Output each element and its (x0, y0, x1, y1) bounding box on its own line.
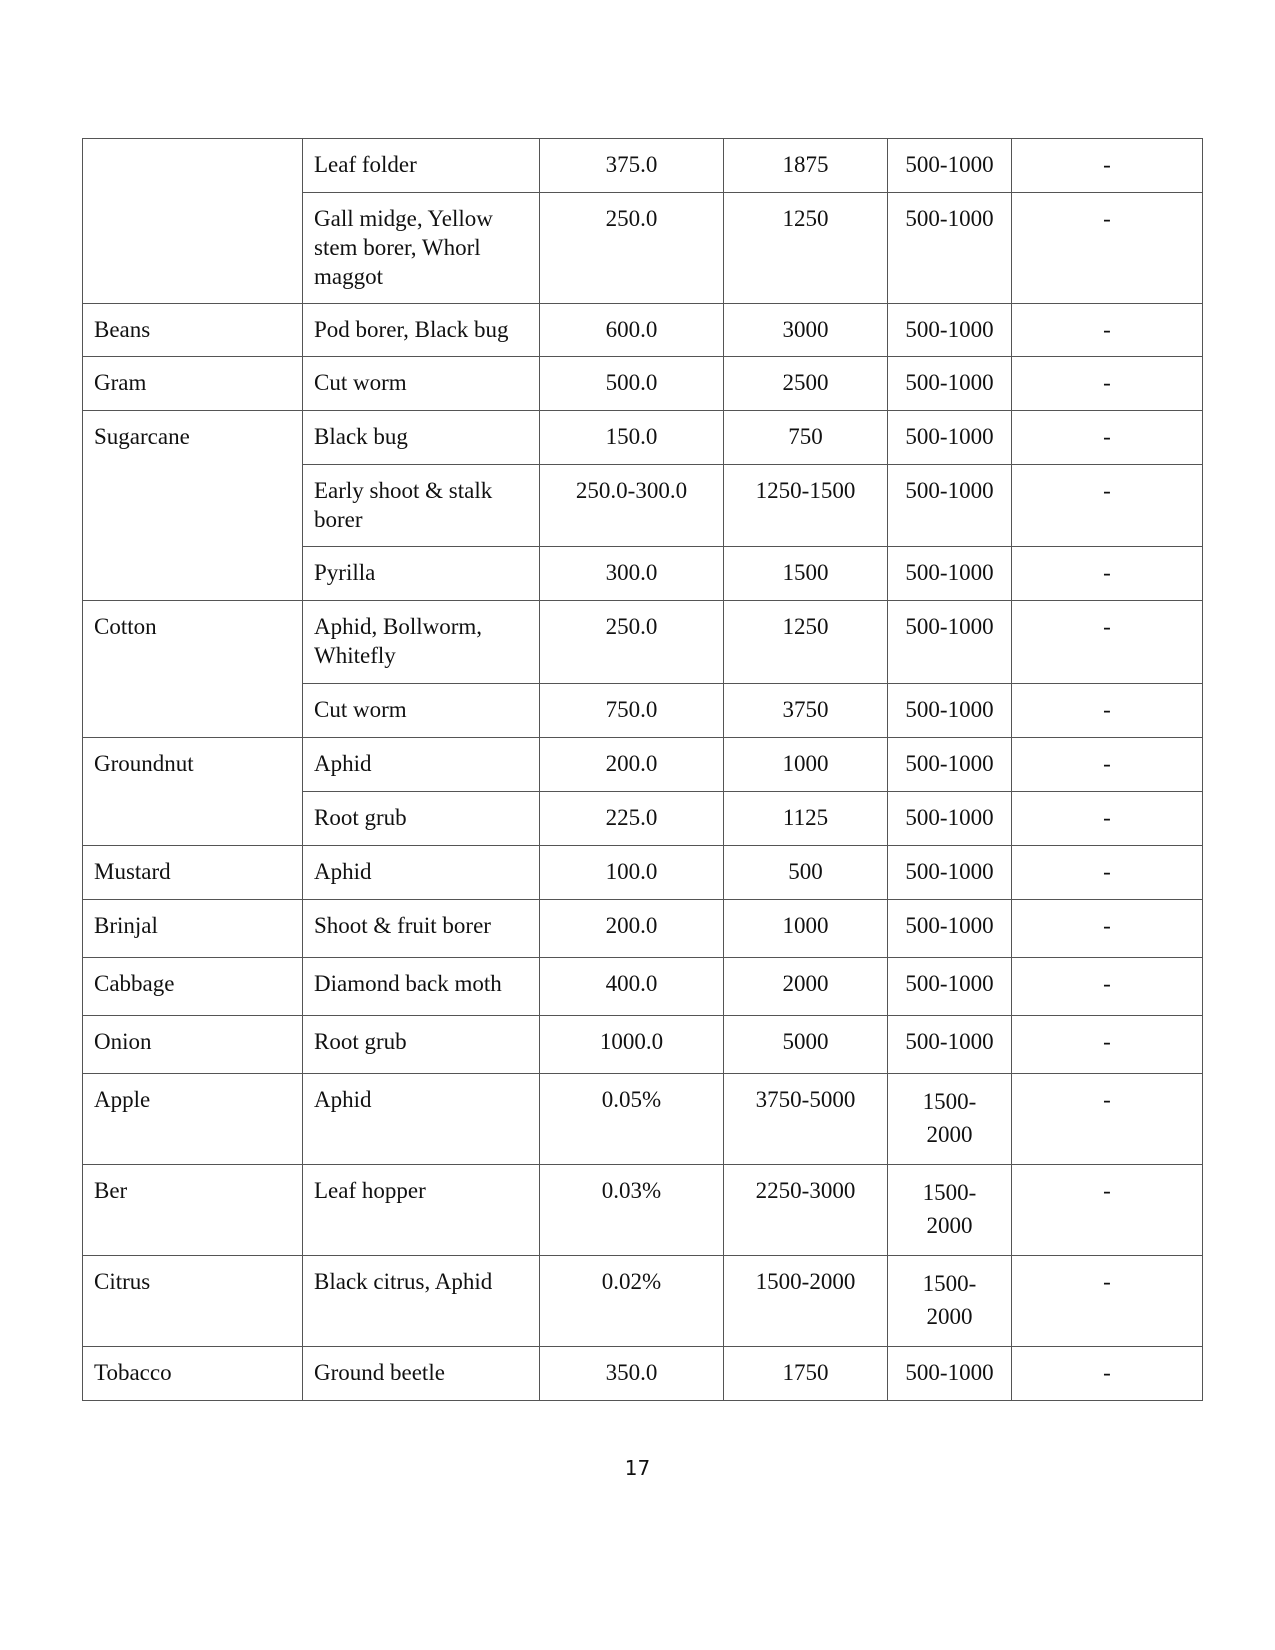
dose-ai-cell: 0.03% (540, 1165, 724, 1256)
pest-cell: Black bug (303, 411, 540, 465)
dose-formulation-cell: 1500 (724, 547, 888, 601)
water-volume-cell: 1500- 2000 (888, 1165, 1012, 1256)
crop-cell: Sugarcane (83, 411, 303, 601)
table-row (83, 1016, 1203, 1074)
water-volume-cell: 500-1000 (888, 846, 1012, 900)
water-volume-cell: 500-1000 (888, 601, 1012, 684)
crop-cell (83, 139, 303, 304)
waiting-period-cell: - (1012, 139, 1203, 193)
water-volume-cell: 1500- 2000 (888, 1256, 1012, 1347)
waiting-period-cell: - (1012, 193, 1203, 304)
waiting-period-cell: - (1012, 684, 1203, 738)
crop-cell: Gram (83, 357, 303, 411)
water-volume-cell: 500-1000 (888, 304, 1012, 357)
dose-formulation-cell: 1000 (724, 900, 888, 958)
table-row (83, 139, 1203, 193)
dose-ai-cell: 750.0 (540, 684, 724, 738)
dose-formulation-cell: 1250 (724, 601, 888, 684)
pest-cell: Pod borer, Black bug (303, 304, 540, 357)
table-row (83, 738, 1203, 792)
dose-ai-cell: 600.0 (540, 304, 724, 357)
dose-formulation-cell: 2250-3000 (724, 1165, 888, 1256)
dose-ai-cell: 250.0 (540, 601, 724, 684)
dose-ai-cell: 150.0 (540, 411, 724, 465)
dose-formulation-cell: 3750-5000 (724, 1074, 888, 1165)
crop-cell: Cabbage (83, 958, 303, 1016)
waiting-period-cell: - (1012, 1256, 1203, 1347)
water-volume-cell: 500-1000 (888, 465, 1012, 547)
dose-formulation-cell: 750 (724, 411, 888, 465)
waiting-period-cell: - (1012, 601, 1203, 684)
water-volume-cell: 500-1000 (888, 357, 1012, 411)
waiting-period-cell: - (1012, 411, 1203, 465)
pesticide-dosage-table (82, 138, 1203, 1401)
waiting-period-cell: - (1012, 846, 1203, 900)
table-row (83, 411, 1203, 465)
pest-cell: Ground beetle (303, 1347, 540, 1401)
table-row (83, 357, 1203, 411)
table-row (83, 304, 1203, 357)
pest-cell: Shoot & fruit borer (303, 900, 540, 958)
pest-cell: Pyrilla (303, 547, 540, 601)
dose-ai-cell: 0.05% (540, 1074, 724, 1165)
table-row (83, 601, 1203, 684)
dose-ai-cell: 200.0 (540, 738, 724, 792)
crop-cell: Onion (83, 1016, 303, 1074)
crop-cell: Tobacco (83, 1347, 303, 1401)
dose-formulation-cell: 1125 (724, 792, 888, 846)
dose-ai-cell: 400.0 (540, 958, 724, 1016)
waiting-period-cell: - (1012, 900, 1203, 958)
water-volume-cell: 500-1000 (888, 792, 1012, 846)
pest-cell: Early shoot & stalk borer (303, 465, 540, 547)
dose-formulation-cell: 1750 (724, 1347, 888, 1401)
dose-formulation-cell: 3000 (724, 304, 888, 357)
dose-formulation-cell: 1500-2000 (724, 1256, 888, 1347)
crop-cell: Brinjal (83, 900, 303, 958)
crop-cell: Ber (83, 1165, 303, 1256)
dose-ai-cell: 250.0 (540, 193, 724, 304)
water-volume-cell: 500-1000 (888, 139, 1012, 193)
pest-cell: Aphid (303, 846, 540, 900)
waiting-period-cell: - (1012, 465, 1203, 547)
water-volume-cell: 500-1000 (888, 1016, 1012, 1074)
pest-cell: Root grub (303, 792, 540, 846)
dose-ai-cell: 225.0 (540, 792, 724, 846)
crop-cell: Apple (83, 1074, 303, 1165)
waiting-period-cell: - (1012, 304, 1203, 357)
waiting-period-cell: - (1012, 1165, 1203, 1256)
pest-cell: Gall midge, Yellow stem borer, Whorl maggot (303, 193, 540, 304)
dose-ai-cell: 100.0 (540, 846, 724, 900)
pest-cell: Root grub (303, 1016, 540, 1074)
dose-ai-cell: 375.0 (540, 139, 724, 193)
waiting-period-cell: - (1012, 1347, 1203, 1401)
water-volume-cell: 500-1000 (888, 958, 1012, 1016)
table-row (83, 1347, 1203, 1401)
crop-cell: Groundnut (83, 738, 303, 846)
dose-ai-cell: 200.0 (540, 900, 724, 958)
waiting-period-cell: - (1012, 792, 1203, 846)
water-volume-cell: 500-1000 (888, 684, 1012, 738)
water-volume-cell: 1500- 2000 (888, 1074, 1012, 1165)
table-row (83, 900, 1203, 958)
dose-formulation-cell: 500 (724, 846, 888, 900)
water-volume-cell: 500-1000 (888, 193, 1012, 304)
page-number: 17 (624, 1456, 651, 1480)
pest-cell: Aphid (303, 1074, 540, 1165)
dose-ai-cell: 0.02% (540, 1256, 724, 1347)
dose-ai-cell: 250.0-300.0 (540, 465, 724, 547)
crop-cell: Mustard (83, 846, 303, 900)
water-volume-cell: 500-1000 (888, 411, 1012, 465)
pest-cell: Cut worm (303, 357, 540, 411)
pest-cell: Aphid (303, 738, 540, 792)
waiting-period-cell: - (1012, 547, 1203, 601)
dose-formulation-cell: 3750 (724, 684, 888, 738)
waiting-period-cell: - (1012, 738, 1203, 792)
dose-formulation-cell: 2000 (724, 958, 888, 1016)
pest-cell: Diamond back moth (303, 958, 540, 1016)
dose-formulation-cell: 1000 (724, 738, 888, 792)
crop-cell: Beans (83, 304, 303, 357)
dose-ai-cell: 350.0 (540, 1347, 724, 1401)
crop-cell: Cotton (83, 601, 303, 738)
table-row (83, 1165, 1203, 1256)
table-row (83, 958, 1203, 1016)
dose-formulation-cell: 1250 (724, 193, 888, 304)
water-volume-cell: 500-1000 (888, 738, 1012, 792)
dose-formulation-cell: 2500 (724, 357, 888, 411)
waiting-period-cell: - (1012, 1016, 1203, 1074)
water-volume-cell: 500-1000 (888, 1347, 1012, 1401)
dose-ai-cell: 500.0 (540, 357, 724, 411)
pest-cell: Aphid, Bollworm, Whitefly (303, 601, 540, 684)
waiting-period-cell: - (1012, 357, 1203, 411)
pest-cell: Cut worm (303, 684, 540, 738)
table-row (83, 1074, 1203, 1165)
pest-cell: Leaf hopper (303, 1165, 540, 1256)
water-volume-cell: 500-1000 (888, 547, 1012, 601)
pest-cell: Black citrus, Aphid (303, 1256, 540, 1347)
waiting-period-cell: - (1012, 958, 1203, 1016)
pest-cell: Leaf folder (303, 139, 540, 193)
dose-formulation-cell: 1875 (724, 139, 888, 193)
dose-formulation-cell: 1250-1500 (724, 465, 888, 547)
water-volume-cell: 500-1000 (888, 900, 1012, 958)
table-row (83, 1256, 1203, 1347)
dose-ai-cell: 1000.0 (540, 1016, 724, 1074)
dose-ai-cell: 300.0 (540, 547, 724, 601)
waiting-period-cell: - (1012, 1074, 1203, 1165)
crop-cell: Citrus (83, 1256, 303, 1347)
dose-formulation-cell: 5000 (724, 1016, 888, 1074)
table-row (83, 846, 1203, 900)
